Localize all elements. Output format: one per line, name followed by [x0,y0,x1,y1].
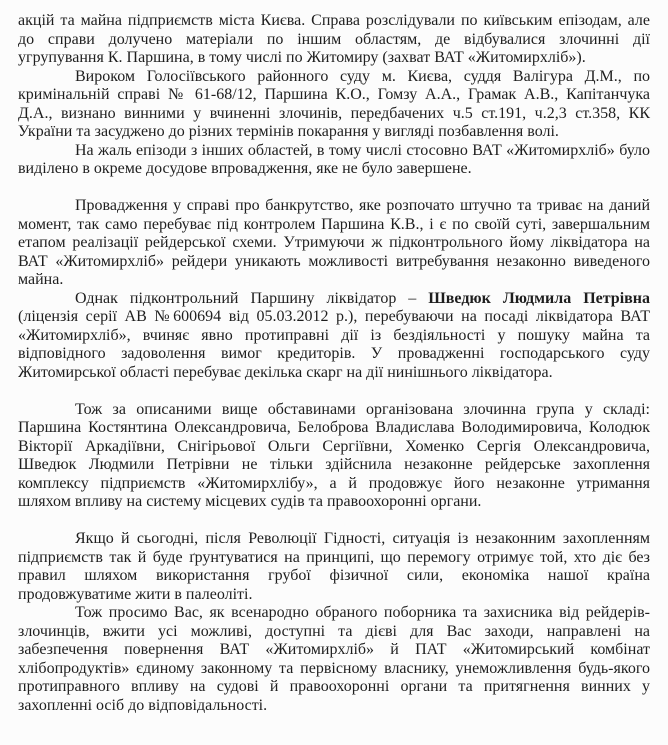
text-line: На жаль епізоди з інших областей, в тому числі стосовно ВАТ «Житомирхліб» було [75,141,650,159]
paragraph [18,290,650,383]
paragraph [18,197,650,290]
text-line: Вироком Голосіївського районного суду м. Києва, суддя Валігура Д.М., по [75,67,650,85]
text-line: захопленні осіб до відповідальності. [18,696,268,714]
text-line: відповідного задоволення вимог кредиторів. У провадженні господарського суду [18,345,650,362]
paragraph [18,12,650,68]
text-line: Д.А., визнано винними у вчиненні злочинів, передбачених ч.5 ст.191, ч.2,3 ст.358, КК [18,104,650,122]
text-line: акцій та майна підприємств міста Києва. Справа розслідували по київським епізодам, але [18,12,650,29]
paragraph [18,530,650,604]
text-line: угрупування К. Паршина, в тому числі по Житомиру (захват ВАТ «Житомирхліб»). [18,49,586,66]
text-line: (ліцензія серії АВ №600694 від 05.03.2012 р.), перебуваючи на посаді ліквідатора ВАТ [18,308,650,325]
text-line: Вікторії Аркадіївни, Снігірьової Ольги Сергіївни, Хоменко Сергія Олександровича, [18,437,650,455]
paragraph-gap [18,512,650,531]
text-line: забезпечення повернення ВАТ «Житомирхліб» й ПАТ «Житомирський комбінат [18,641,650,658]
bold-name: Шведюк Людмила Петрівна [428,289,650,307]
text-line: Тож просимо Вас, як всенародно обраного поборника та захисника від рейдерів- [75,604,650,621]
text-line: комплексу підприємств «Житомирхлібу», а й продовжує його незаконне утримання [18,474,650,492]
document-page [18,12,650,715]
paragraph [18,604,650,715]
text-line: шляхом впливу на систему місцевих судів та правоохоронні органи. [18,493,482,510]
text-line: момент, так само перебуває під контролем Паршина К.В., і є по своїй суті, завершальним [18,215,650,233]
text-line: майна. [18,271,64,288]
text-line: до справи долучено матеріали по іншим областям, де відбувалися злочинні дії [18,30,650,48]
text-line: етапом реалізації рейдерської схеми. Утримуючи ж підконтрольного йому ліквідатора на [18,234,650,251]
text-line: Якщо й сьогодні, після Революції Гідності, ситуація із незаконним захопленням [75,530,650,547]
paragraph [18,142,650,179]
text-line: Житомирської області перебуває декілька скарг на дії нинішнього ліквідатора. [18,363,553,381]
text-line: Паршина Костянтина Олександровича, Белоброва Владислава Володимировича, Колодюк [18,419,650,436]
text-line: хлібопродуктів» єдиному законному та первісному власнику, унеможливлення будь-якого [18,659,650,677]
paragraph [18,401,650,512]
text-line [18,290,650,309]
text-line: «Житомирхліб», вчиняє явно протиправні дії із бездіяльності у пошуку майна та [18,326,650,344]
text-line: Шведюк Людмили Петрівни не тільки здійснила незаконне рейдерське захоплення [18,456,650,473]
text-line: ВАТ «Житомирхліб» рейдери уникають можливості витребування незаконно виведеного [18,252,650,270]
text-line: кримінальній справі № 61-68/12, Паршина К.О., Гомзу А.А., Грамак А.В., Капітанчука [18,86,650,103]
text-line: злочинців, вжити усі можливі, доступні та дієві для Вас заходи, направлені на [18,622,650,640]
text-line: правил шляхом використання грубої фізичної сили, економіка нашої країна [18,567,650,584]
text-line: підприємств так й буде ґрунтуватися на принципі, що перемогу отримує той, хто діє без [18,548,650,566]
text-line: протиправного впливу на судові й правоохоронні органи та притягнення винних у [18,678,650,695]
text-line: Тож за описаними вище обставинами організована злочинна група у складі: [75,400,650,418]
paragraph-gap [18,382,650,401]
text-line: Провадження у справі про банкрутство, яке розпочато штучно та триває на даний [75,197,650,214]
text-span: Однак підконтрольний Паршину ліквідатор – [75,289,429,307]
paragraph [18,68,650,142]
text-line: України та засуджено до різних термінів покарання у вигляді позбавлення волі. [18,123,559,140]
paragraph-gap [18,179,650,198]
text-line: виділено в окреме досудове впровадження, яке не було завершене. [18,160,472,177]
text-line: продовжуватиме жити в палеоліті. [18,585,253,603]
